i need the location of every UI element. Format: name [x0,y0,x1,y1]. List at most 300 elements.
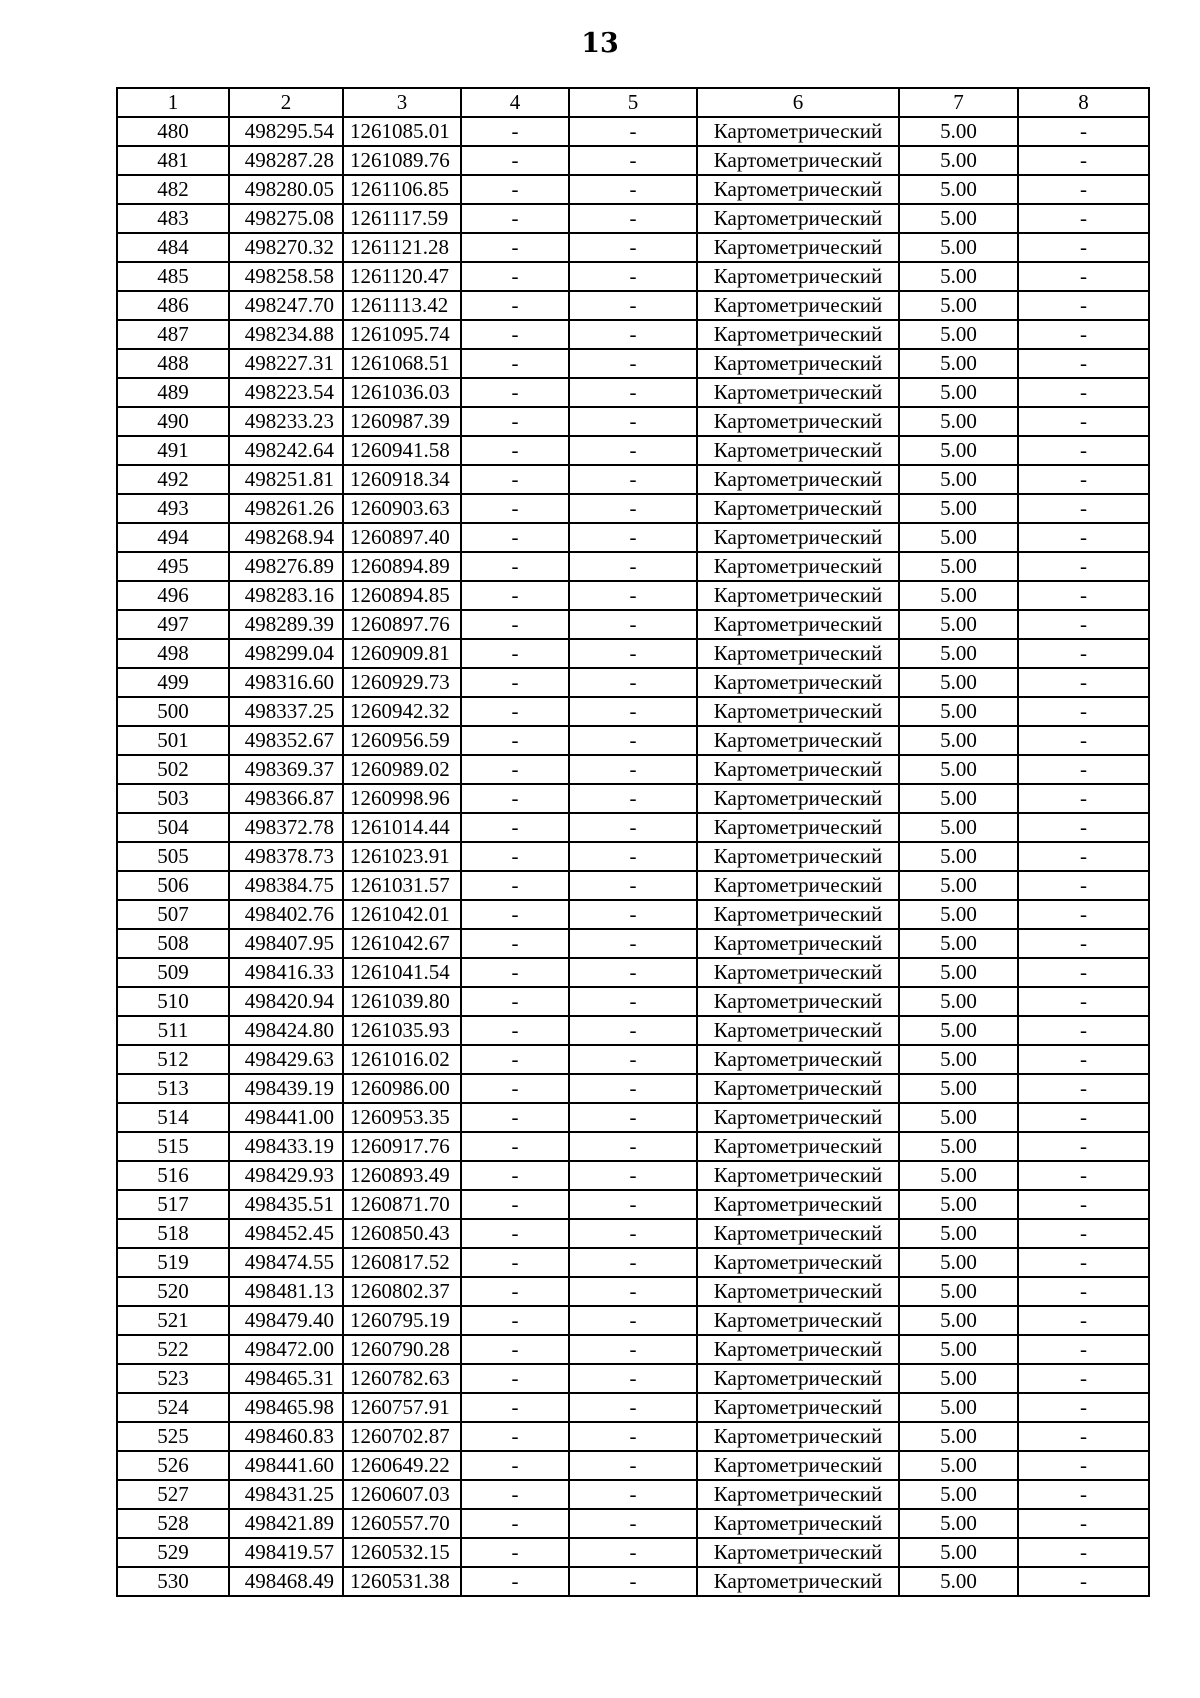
column-8-cell: - [1018,407,1149,436]
column-8-cell: - [1018,581,1149,610]
method-cell: Картометрический [697,494,899,523]
table-row [117,1103,1149,1132]
table-row [117,1190,1149,1219]
y-coordinate-cell: 1261031.57 [343,871,461,900]
table-row [117,523,1149,552]
table-row [117,697,1149,726]
point-number-cell: 494 [117,523,229,552]
column-4-cell: - [461,204,569,233]
column-8-cell: - [1018,1103,1149,1132]
point-number-cell: 513 [117,1074,229,1103]
column-5-cell: - [569,1306,697,1335]
column-4-cell: - [461,1509,569,1538]
table-row [117,668,1149,697]
point-number-cell: 496 [117,581,229,610]
point-number-cell: 523 [117,1364,229,1393]
table-row [117,378,1149,407]
column-4-cell: - [461,1219,569,1248]
accuracy-cell: 5.00 [899,1567,1018,1596]
column-8-cell: - [1018,1393,1149,1422]
y-coordinate-cell: 1261014.44 [343,813,461,842]
column-8-cell: - [1018,291,1149,320]
table-row [117,204,1149,233]
point-number-cell: 501 [117,726,229,755]
column-header: 5 [569,88,697,117]
y-coordinate-cell: 1260531.38 [343,1567,461,1596]
method-cell: Картометрический [697,1364,899,1393]
method-cell: Картометрический [697,1335,899,1364]
table-row [117,1219,1149,1248]
accuracy-cell: 5.00 [899,1103,1018,1132]
x-coordinate-cell: 498369.37 [229,755,343,784]
column-header: 2 [229,88,343,117]
column-5-cell: - [569,1538,697,1567]
column-5-cell: - [569,726,697,755]
accuracy-cell: 5.00 [899,987,1018,1016]
column-5-cell: - [569,1161,697,1190]
accuracy-cell: 5.00 [899,291,1018,320]
column-8-cell: - [1018,1538,1149,1567]
x-coordinate-cell: 498258.58 [229,262,343,291]
table-row [117,610,1149,639]
point-number-cell: 528 [117,1509,229,1538]
table-row [117,1074,1149,1103]
column-4-cell: - [461,378,569,407]
column-5-cell: - [569,581,697,610]
column-4-cell: - [461,871,569,900]
x-coordinate-cell: 498233.23 [229,407,343,436]
x-coordinate-cell: 498378.73 [229,842,343,871]
y-coordinate-cell: 1261042.67 [343,929,461,958]
column-4-cell: - [461,407,569,436]
column-8-cell: - [1018,1190,1149,1219]
point-number-cell: 497 [117,610,229,639]
x-coordinate-cell: 498337.25 [229,697,343,726]
column-5-cell: - [569,639,697,668]
table-row [117,407,1149,436]
column-4-cell: - [461,1277,569,1306]
method-cell: Картометрический [697,407,899,436]
column-header: 8 [1018,88,1149,117]
x-coordinate-cell: 498419.57 [229,1538,343,1567]
point-number-cell: 500 [117,697,229,726]
y-coordinate-cell: 1261023.91 [343,842,461,871]
column-5-cell: - [569,610,697,639]
column-8-cell: - [1018,697,1149,726]
column-5-cell: - [569,929,697,958]
method-cell: Картометрический [697,958,899,987]
method-cell: Картометрический [697,639,899,668]
point-number-cell: 489 [117,378,229,407]
accuracy-cell: 5.00 [899,726,1018,755]
column-8-cell: - [1018,1277,1149,1306]
column-8-cell: - [1018,1132,1149,1161]
point-number-cell: 490 [117,407,229,436]
method-cell: Картометрический [697,610,899,639]
table-row [117,175,1149,204]
accuracy-cell: 5.00 [899,1219,1018,1248]
x-coordinate-cell: 498429.63 [229,1045,343,1074]
column-header: 3 [343,88,461,117]
y-coordinate-cell: 1260607.03 [343,1480,461,1509]
column-4-cell: - [461,1132,569,1161]
accuracy-cell: 5.00 [899,233,1018,262]
table-row [117,1480,1149,1509]
x-coordinate-cell: 498472.00 [229,1335,343,1364]
y-coordinate-cell: 1260649.22 [343,1451,461,1480]
column-8-cell: - [1018,1422,1149,1451]
column-5-cell: - [569,697,697,726]
x-coordinate-cell: 498261.26 [229,494,343,523]
accuracy-cell: 5.00 [899,784,1018,813]
method-cell: Картометрический [697,1480,899,1509]
column-8-cell: - [1018,233,1149,262]
coordinates-table [116,87,1150,1597]
column-4-cell: - [461,465,569,494]
column-5-cell: - [569,900,697,929]
table-row [117,320,1149,349]
table-row [117,1393,1149,1422]
x-coordinate-cell: 498372.78 [229,813,343,842]
point-number-cell: 495 [117,552,229,581]
column-5-cell: - [569,668,697,697]
y-coordinate-cell: 1260802.37 [343,1277,461,1306]
x-coordinate-cell: 498424.80 [229,1016,343,1045]
method-cell: Картометрический [697,1509,899,1538]
column-5-cell: - [569,465,697,494]
column-5-cell: - [569,436,697,465]
y-coordinate-cell: 1260941.58 [343,436,461,465]
x-coordinate-cell: 498420.94 [229,987,343,1016]
x-coordinate-cell: 498366.87 [229,784,343,813]
point-number-cell: 492 [117,465,229,494]
table-row [117,639,1149,668]
table-row [117,291,1149,320]
column-5-cell: - [569,1190,697,1219]
column-4-cell: - [461,1422,569,1451]
column-4-cell: - [461,291,569,320]
column-4-cell: - [461,1567,569,1596]
column-5-cell: - [569,1509,697,1538]
y-coordinate-cell: 1261113.42 [343,291,461,320]
column-5-cell: - [569,813,697,842]
column-4-cell: - [461,1248,569,1277]
table-row [117,1248,1149,1277]
column-4-cell: - [461,900,569,929]
accuracy-cell: 5.00 [899,407,1018,436]
method-cell: Картометрический [697,1393,899,1422]
accuracy-cell: 5.00 [899,175,1018,204]
point-number-cell: 518 [117,1219,229,1248]
method-cell: Картометрический [697,726,899,755]
column-8-cell: - [1018,1248,1149,1277]
accuracy-cell: 5.00 [899,1451,1018,1480]
accuracy-cell: 5.00 [899,958,1018,987]
accuracy-cell: 5.00 [899,842,1018,871]
column-8-cell: - [1018,262,1149,291]
x-coordinate-cell: 498287.28 [229,146,343,175]
column-4-cell: - [461,1538,569,1567]
method-cell: Картометрический [697,1219,899,1248]
accuracy-cell: 5.00 [899,1335,1018,1364]
x-coordinate-cell: 498299.04 [229,639,343,668]
column-8-cell: - [1018,1335,1149,1364]
point-number-cell: 507 [117,900,229,929]
column-8-cell: - [1018,1074,1149,1103]
y-coordinate-cell: 1260897.40 [343,523,461,552]
x-coordinate-cell: 498441.00 [229,1103,343,1132]
table-row [117,494,1149,523]
point-number-cell: 527 [117,1480,229,1509]
table-row [117,900,1149,929]
method-cell: Картометрический [697,1422,899,1451]
accuracy-cell: 5.00 [899,1045,1018,1074]
y-coordinate-cell: 1260917.76 [343,1132,461,1161]
y-coordinate-cell: 1260953.35 [343,1103,461,1132]
column-8-cell: - [1018,349,1149,378]
column-5-cell: - [569,378,697,407]
table-row [117,755,1149,784]
method-cell: Картометрический [697,1103,899,1132]
x-coordinate-cell: 498481.13 [229,1277,343,1306]
point-number-cell: 485 [117,262,229,291]
column-4-cell: - [461,1045,569,1074]
accuracy-cell: 5.00 [899,1016,1018,1045]
column-8-cell: - [1018,146,1149,175]
column-5-cell: - [569,842,697,871]
accuracy-cell: 5.00 [899,1509,1018,1538]
method-cell: Картометрический [697,175,899,204]
x-coordinate-cell: 498435.51 [229,1190,343,1219]
table-header-row [117,88,1149,117]
column-5-cell: - [569,1132,697,1161]
accuracy-cell: 5.00 [899,494,1018,523]
column-4-cell: - [461,552,569,581]
column-8-cell: - [1018,726,1149,755]
y-coordinate-cell: 1261089.76 [343,146,461,175]
y-coordinate-cell: 1260817.52 [343,1248,461,1277]
y-coordinate-cell: 1260850.43 [343,1219,461,1248]
accuracy-cell: 5.00 [899,378,1018,407]
y-coordinate-cell: 1260790.28 [343,1335,461,1364]
column-8-cell: - [1018,436,1149,465]
column-4-cell: - [461,175,569,204]
column-4-cell: - [461,320,569,349]
y-coordinate-cell: 1261041.54 [343,958,461,987]
point-number-cell: 487 [117,320,229,349]
method-cell: Картометрический [697,320,899,349]
method-cell: Картометрический [697,1074,899,1103]
column-5-cell: - [569,1335,697,1364]
accuracy-cell: 5.00 [899,349,1018,378]
point-number-cell: 488 [117,349,229,378]
method-cell: Картометрический [697,349,899,378]
table-row [117,146,1149,175]
column-8-cell: - [1018,958,1149,987]
point-number-cell: 483 [117,204,229,233]
x-coordinate-cell: 498384.75 [229,871,343,900]
point-number-cell: 512 [117,1045,229,1074]
column-4-cell: - [461,233,569,262]
x-coordinate-cell: 498270.32 [229,233,343,262]
point-number-cell: 524 [117,1393,229,1422]
x-coordinate-cell: 498295.54 [229,117,343,146]
column-8-cell: - [1018,175,1149,204]
method-cell: Картометрический [697,552,899,581]
column-5-cell: - [569,523,697,552]
point-number-cell: 516 [117,1161,229,1190]
method-cell: Картометрический [697,842,899,871]
x-coordinate-cell: 498283.16 [229,581,343,610]
y-coordinate-cell: 1260893.49 [343,1161,461,1190]
x-coordinate-cell: 498275.08 [229,204,343,233]
y-coordinate-cell: 1260782.63 [343,1364,461,1393]
x-coordinate-cell: 498316.60 [229,668,343,697]
y-coordinate-cell: 1260532.15 [343,1538,461,1567]
table-row [117,1132,1149,1161]
column-8-cell: - [1018,929,1149,958]
accuracy-cell: 5.00 [899,813,1018,842]
accuracy-cell: 5.00 [899,117,1018,146]
x-coordinate-cell: 498465.98 [229,1393,343,1422]
method-cell: Картометрический [697,871,899,900]
y-coordinate-cell: 1261036.03 [343,378,461,407]
table-row [117,1335,1149,1364]
y-coordinate-cell: 1260987.39 [343,407,461,436]
method-cell: Картометрический [697,523,899,552]
method-cell: Картометрический [697,1451,899,1480]
x-coordinate-cell: 498421.89 [229,1509,343,1538]
accuracy-cell: 5.00 [899,697,1018,726]
column-4-cell: - [461,262,569,291]
point-number-cell: 511 [117,1016,229,1045]
x-coordinate-cell: 498251.81 [229,465,343,494]
column-5-cell: - [569,146,697,175]
column-4-cell: - [461,726,569,755]
x-coordinate-cell: 498431.25 [229,1480,343,1509]
accuracy-cell: 5.00 [899,1190,1018,1219]
accuracy-cell: 5.00 [899,1277,1018,1306]
x-coordinate-cell: 498474.55 [229,1248,343,1277]
point-number-cell: 530 [117,1567,229,1596]
point-number-cell: 506 [117,871,229,900]
x-coordinate-cell: 498268.94 [229,523,343,552]
column-8-cell: - [1018,784,1149,813]
column-8-cell: - [1018,494,1149,523]
column-5-cell: - [569,1016,697,1045]
method-cell: Картометрический [697,291,899,320]
x-coordinate-cell: 498416.33 [229,958,343,987]
x-coordinate-cell: 498433.19 [229,1132,343,1161]
column-5-cell: - [569,320,697,349]
table-row [117,552,1149,581]
table-row [117,987,1149,1016]
point-number-cell: 510 [117,987,229,1016]
table-row [117,117,1149,146]
column-5-cell: - [569,755,697,784]
accuracy-cell: 5.00 [899,929,1018,958]
x-coordinate-cell: 498242.64 [229,436,343,465]
column-8-cell: - [1018,1509,1149,1538]
method-cell: Картометрический [697,813,899,842]
method-cell: Картометрический [697,697,899,726]
y-coordinate-cell: 1261120.47 [343,262,461,291]
column-4-cell: - [461,349,569,378]
column-5-cell: - [569,494,697,523]
accuracy-cell: 5.00 [899,146,1018,175]
point-number-cell: 520 [117,1277,229,1306]
column-8-cell: - [1018,1016,1149,1045]
table-row [117,871,1149,900]
method-cell: Картометрический [697,1190,899,1219]
accuracy-cell: 5.00 [899,1364,1018,1393]
column-8-cell: - [1018,1306,1149,1335]
point-number-cell: 491 [117,436,229,465]
point-number-cell: 514 [117,1103,229,1132]
column-5-cell: - [569,1248,697,1277]
point-number-cell: 508 [117,929,229,958]
table-row [117,349,1149,378]
y-coordinate-cell: 1260956.59 [343,726,461,755]
point-number-cell: 509 [117,958,229,987]
x-coordinate-cell: 498402.76 [229,900,343,929]
column-8-cell: - [1018,871,1149,900]
table-row [117,233,1149,262]
x-coordinate-cell: 498439.19 [229,1074,343,1103]
accuracy-cell: 5.00 [899,262,1018,291]
x-coordinate-cell: 498280.05 [229,175,343,204]
method-cell: Картометрический [697,378,899,407]
y-coordinate-cell: 1261121.28 [343,233,461,262]
column-4-cell: - [461,639,569,668]
point-number-cell: 505 [117,842,229,871]
accuracy-cell: 5.00 [899,1306,1018,1335]
column-8-cell: - [1018,523,1149,552]
point-number-cell: 480 [117,117,229,146]
column-4-cell: - [461,581,569,610]
point-number-cell: 484 [117,233,229,262]
column-4-cell: - [461,523,569,552]
method-cell: Картометрический [697,204,899,233]
point-number-cell: 526 [117,1451,229,1480]
x-coordinate-cell: 498247.70 [229,291,343,320]
table-body [117,117,1149,1596]
accuracy-cell: 5.00 [899,552,1018,581]
point-number-cell: 481 [117,146,229,175]
x-coordinate-cell: 498407.95 [229,929,343,958]
table-row [117,1422,1149,1451]
accuracy-cell: 5.00 [899,465,1018,494]
column-4-cell: - [461,1335,569,1364]
method-cell: Картометрический [697,117,899,146]
method-cell: Картометрический [697,465,899,494]
column-5-cell: - [569,175,697,204]
column-5-cell: - [569,1045,697,1074]
y-coordinate-cell: 1260871.70 [343,1190,461,1219]
method-cell: Картометрический [697,262,899,291]
column-8-cell: - [1018,378,1149,407]
y-coordinate-cell: 1261016.02 [343,1045,461,1074]
table-row [117,842,1149,871]
point-number-cell: 504 [117,813,229,842]
column-5-cell: - [569,1103,697,1132]
column-5-cell: - [569,407,697,436]
column-4-cell: - [461,494,569,523]
y-coordinate-cell: 1260918.34 [343,465,461,494]
column-8-cell: - [1018,204,1149,233]
table-row [117,436,1149,465]
accuracy-cell: 5.00 [899,581,1018,610]
